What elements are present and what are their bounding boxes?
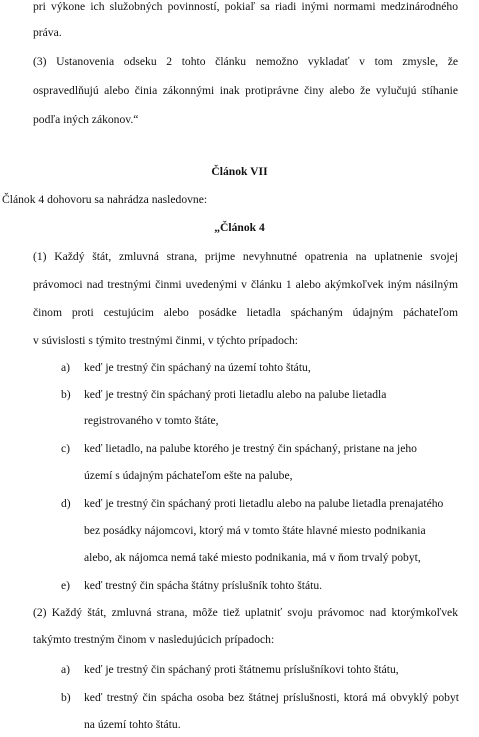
list-item-text: keď je trestný čin spáchaný na území tohto štátu,: [84, 361, 311, 374]
paragraph-1-line: právomoci nad trestnými činmi uvedenými v článku 1 alebo akýmkoľvek iným násilným: [33, 278, 458, 291]
list-item-text: na území tohto štátu.: [84, 718, 181, 731]
list-item-text: keď lietadlo, na palube ktorého je trestný čin spáchaný, pristane na jeho: [84, 442, 417, 455]
article-heading: Článok VII: [211, 165, 268, 178]
text-line: pri výkone ich služobných povinností, pokiaľ sa riadi inými normami medzinárodného: [33, 0, 458, 13]
list-item-text: registrovaného v tomto štáte,: [84, 414, 219, 427]
list-item-text: keď trestný čin spácha štátny príslušník tohto štátu.: [84, 579, 323, 592]
list-item-text: keď je trestný čin spáchaný proti štátnemu príslušníkovi tohto štátu,: [84, 663, 399, 676]
list-marker: d): [61, 497, 71, 510]
list-item-text: keď je trestný čin spáchaný proti lietadlu alebo na palube lietadla prenajatého: [84, 497, 444, 510]
list-marker: e): [61, 579, 71, 592]
paragraph-3-line: podľa iných zákonov.“: [33, 113, 139, 126]
list-item-text: bez posádky nájomcovi, ktorý má v tomto štáte hlavné miesto podnikania: [84, 524, 426, 537]
list-marker: a): [61, 361, 71, 374]
article-intro: Článok 4 dohovoru sa nahrádza nasledovne:: [2, 193, 208, 206]
list-item-text: alebo, ak nájomca nemá také miesto podnikania, má v ňom trvalý pobyt,: [84, 551, 421, 564]
paragraph-3-line: (3) Ustanovenia odseku 2 tohto článku nemožno vykladať v tom zmysle, že: [33, 55, 458, 68]
list-marker: b): [61, 691, 71, 704]
list-item-text: keď je trestný čin spáchaný proti lietadlu alebo na palube lietadla: [84, 388, 387, 401]
text-line: práva.: [33, 26, 62, 39]
paragraph-2-line: (2) Každý štát, zmluvná strana, môže tiež uplatniť svoju právomoc nad ktorýmkoľvek: [33, 606, 458, 619]
list-item-text: keď trestný čin spácha osoba bez štátnej príslušnosti, ktorá má obvyklý pobyt: [84, 691, 459, 704]
paragraph-1-line: činom proti cestujúcim alebo posádke lietadla spáchaným údajným páchateľom: [33, 306, 458, 319]
list-marker: c): [61, 442, 71, 455]
list-item-text: území s údajným páchateľom ešte na palube,: [84, 469, 293, 482]
paragraph-3-line: ospravedlňujú alebo činia zákonnými inak protiprávne činy alebo že vylučujú stíhanie: [33, 84, 458, 97]
paragraph-1-line: (1) Každý štát, zmluvná strana, prijme nevyhnutné opatrenia na uplatnenie svojej: [33, 250, 458, 263]
list-marker: b): [61, 388, 71, 401]
paragraph-1-line: v súvislosti s týmito trestnými činmi, v týchto prípadoch:: [33, 334, 299, 347]
list-marker: a): [61, 663, 71, 676]
paragraph-2-line: takýmto trestným činom v nasledujúcich prípadoch:: [33, 633, 275, 646]
article-sub-heading: „Článok 4: [214, 221, 265, 234]
